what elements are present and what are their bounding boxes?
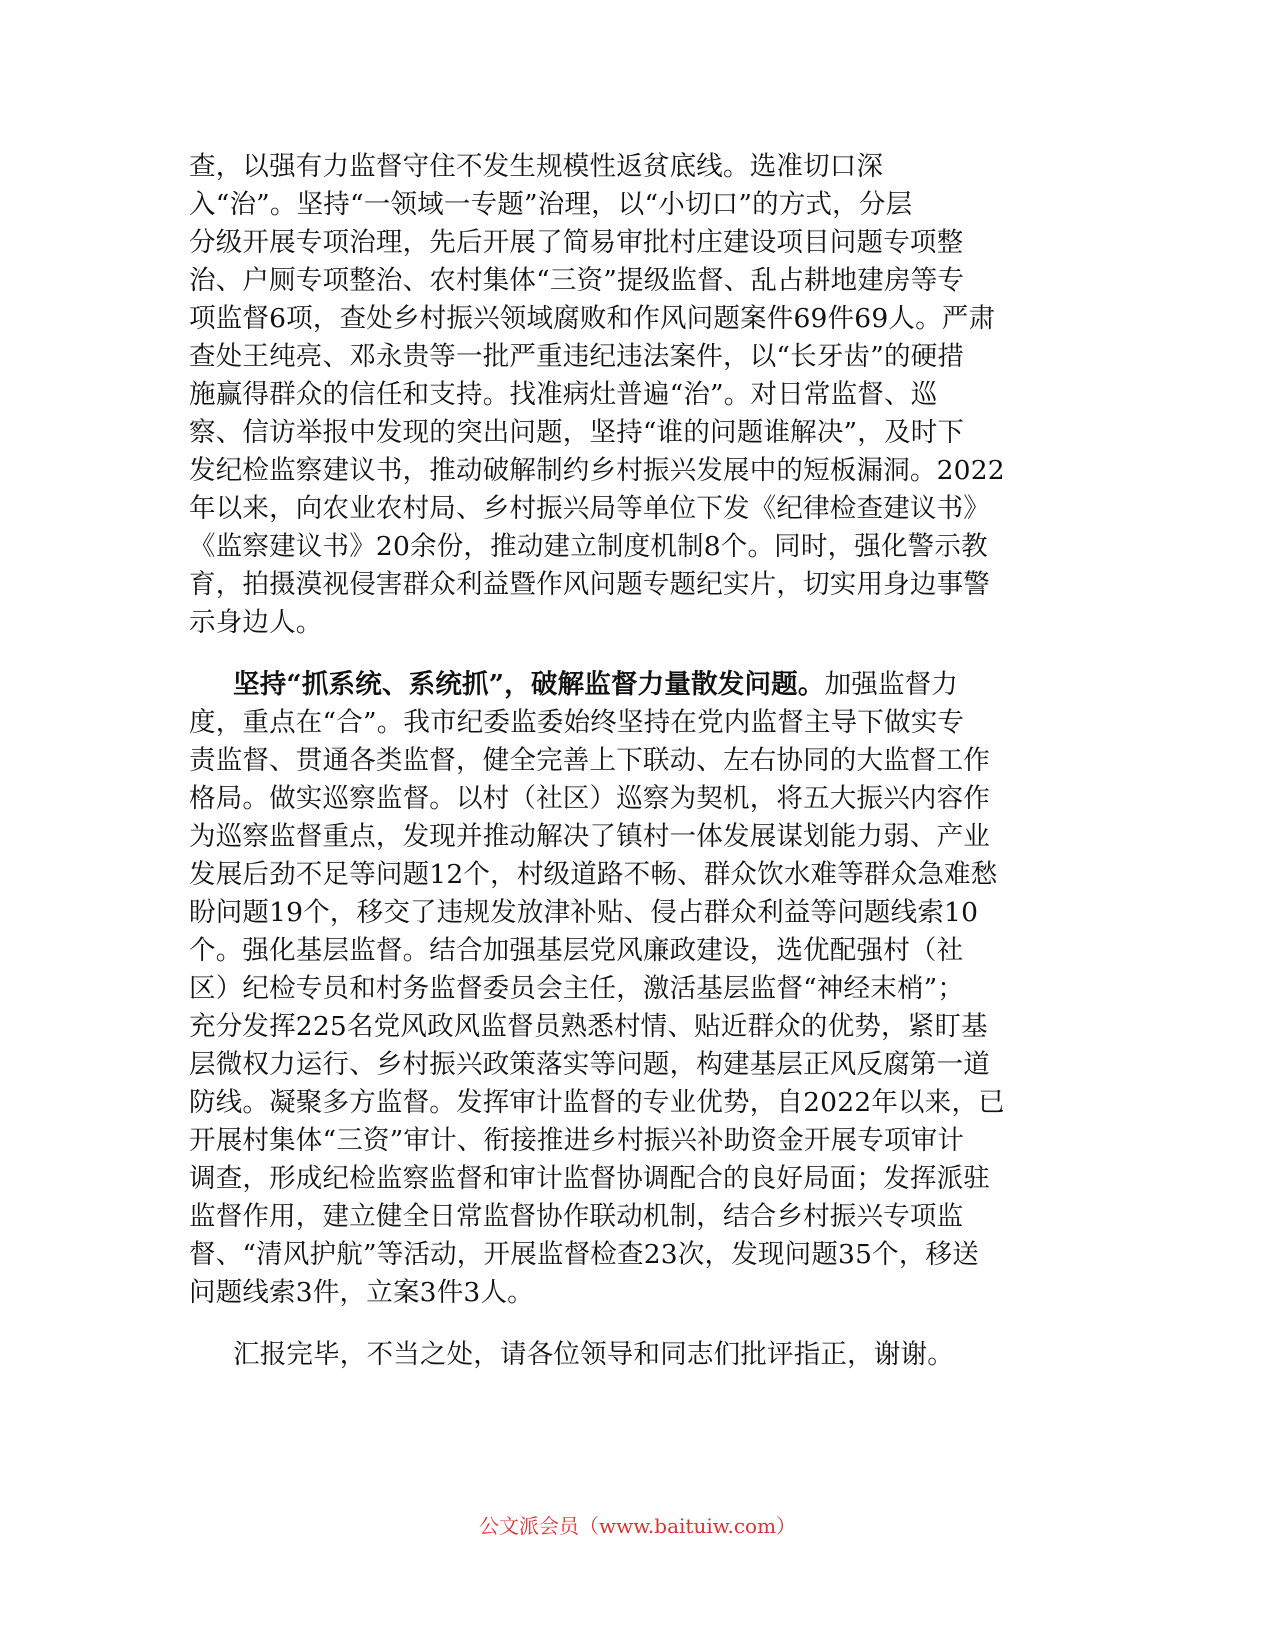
text-line: 问题线索3件，立案3件3人。: [189, 1277, 534, 1308]
text-line: 查，以强有力监督守住不发生规模性返贫底线。选准切口深: [189, 151, 884, 182]
closing-line: 汇报完毕，不当之处，请各位领导和同志们批评指正，谢谢。: [233, 1339, 954, 1370]
text-line: 入“治”。坚持“一领域一专题”治理，以“小切口”的方式，分层: [189, 189, 913, 220]
text-line: 督、“清风护航”等活动，开展监督检查23次，发现问题35个，移送: [189, 1239, 979, 1270]
text-line: 为巡察监督重点，发现并推动解决了镇村一体发展谋划能力弱、产业: [189, 821, 990, 852]
text-line: 查处王纯亮、邓永贵等一批严重违纪违法案件，以“长牙齿”的硬措: [189, 341, 965, 372]
text-line: 防线。凝聚多方监督。发挥审计监督的专业优势，自2022年以来，已: [189, 1087, 1005, 1118]
text-line: 区）纪检专员和村务监督委员会主任，激活基层监督“神经末梢”；: [189, 973, 965, 1004]
text-line: 治、户厕专项整治、农村集体“三资”提级监督、乱占耕地建房等专: [189, 265, 965, 296]
paragraph-first-line: [189, 666, 1089, 704]
text-line: 层微权力运行、乡村振兴政策落实等问题，构建基层正风反腐第一道: [189, 1049, 990, 1080]
text-line: 开展村集体“三资”审计、衔接推进乡村振兴补助资金开展专项审计: [189, 1125, 965, 1156]
text-line: 示身边人。: [189, 607, 323, 638]
text-line: 发纪检监察建议书，推动破解制约乡村振兴发展中的短板漏洞。2022: [189, 455, 1005, 486]
text-line: 监督作用，建立健全日常监督协作联动机制，结合乡村振兴专项监: [189, 1201, 964, 1232]
text-line: 责监督、贯通各类监督，健全完善上下联动、左右协同的大监督工作: [189, 745, 990, 776]
text-line: 格局。做实巡察监督。以村（社区）巡察为契机，将五大振兴内容作: [189, 783, 990, 814]
text-line: 项监督6项，查处乡村振兴领域腐败和作风问题案件69件69人。严肃: [189, 303, 996, 334]
text-line: 分级开展专项治理，先后开展了简易审批村庄建设项目问题专项整: [189, 227, 964, 258]
footer-watermark: 公文派会员（www.baituiw.com）: [478, 1514, 797, 1538]
text-line: 盼问题19个，移交了违规发放津补贴、侵占群众利益等问题线索10: [189, 897, 979, 928]
text-line: 调查，形成纪检监察监督和审计监督协调配合的良好局面；发挥派驻: [189, 1163, 990, 1194]
text-line: 个。强化基层监督。结合加强基层党风廉政建设，选优配强村（社: [189, 935, 964, 966]
paragraph-heading: 坚持“抓系统、系统抓”，破解监督力量散发问题。: [233, 669, 825, 700]
paragraph-system-supervision: [189, 666, 1089, 1312]
text-line: 育，拍摄漠视侵害群众利益暨作风问题专题纪实片，切实用身边事警: [189, 569, 990, 600]
text-line: 年以来，向农业农村局、乡村振兴局等单位下发《纪律检查建议书》: [189, 493, 990, 524]
text-line: 度，重点在“合”。我市纪委监委始终坚持在党内监督主导下做实专: [189, 707, 965, 738]
text-line: 发展后劲不足等问题12个，村级道路不畅、群众饮水难等群众急难愁: [189, 859, 998, 890]
text-line: 《监察建议书》20余份，推动建立制度机制8个。同时，强化警示教: [189, 531, 988, 562]
paragraph-rural-supervision: [189, 148, 1089, 642]
text-line: 施赢得群众的信任和支持。找准病灶普遍“治”。对日常监督、巡: [189, 379, 938, 410]
text-line: 察、信访举报中发现的突出问题，坚持“谁的问题谁解决”，及时下: [189, 417, 965, 448]
text-fragment: 加强监督力: [824, 669, 959, 700]
paragraph-closing: [189, 1336, 1089, 1374]
text-line: 充分发挥225名党风政风监督员熟悉村情、贴近群众的优势，紧盯基: [189, 1011, 988, 1042]
